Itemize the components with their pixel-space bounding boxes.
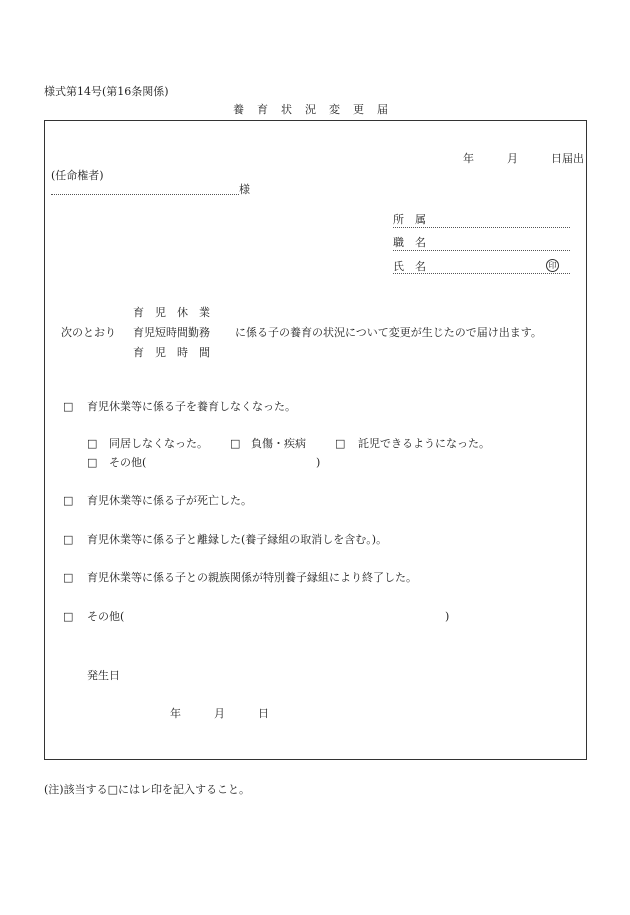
seal-mark: 印 (546, 259, 559, 272)
sub3-label: 託児できるようになった。 (358, 437, 490, 450)
checkbox-sub2[interactable]: □ (230, 437, 241, 450)
item3-label: 育児休業等に係る子と離縁した(養子縁組の取消しを含む。)。 (87, 533, 388, 546)
form-number: 様式第14号(第16条関係) (44, 85, 169, 98)
checkbox-item1[interactable]: □ (63, 400, 74, 413)
intro-suffix: に係る子の養育の状況について変更が生じたので届け出ます。 (235, 326, 542, 339)
submission-date: 年 月 日届出 (463, 152, 584, 165)
addressee-line[interactable] (51, 194, 239, 195)
checkbox-item3[interactable]: □ (63, 533, 74, 546)
addressee-label: (任命権者) (51, 169, 104, 182)
option-childcare-leave: 育 児 休 業 (133, 306, 210, 319)
option-short-hours: 育児短時間勤務 (133, 326, 210, 339)
item1-label: 育児休業等に係る子を養育しなくなった。 (87, 400, 296, 413)
item2-label: 育児休業等に係る子が死亡した。 (87, 494, 252, 507)
checkbox-item4[interactable]: □ (63, 571, 74, 584)
footnote: (注)該当する□にはレ印を記入すること。 (44, 783, 250, 796)
item4-label: 育児休業等に係る子との親族関係が特別養子縁組により終了した。 (87, 571, 417, 584)
name-label: 氏 名 (393, 260, 426, 273)
checkbox-item2[interactable]: □ (63, 494, 74, 507)
item5-close: ) (445, 610, 450, 623)
form-title: 養 育 状 況 変 更 届 (233, 103, 389, 116)
sub1-label: 同居しなくなった。 (109, 437, 208, 450)
option-childcare-time: 育 児 時 間 (133, 346, 210, 359)
position-label: 職 名 (393, 236, 426, 249)
checkbox-sub3[interactable]: □ (335, 437, 346, 450)
affiliation-label: 所 属 (393, 213, 426, 226)
position-line[interactable] (393, 250, 570, 251)
addressee-suffix: 様 (239, 183, 250, 196)
name-line[interactable] (393, 273, 570, 274)
occurrence-date: 年 月 日 (170, 707, 269, 720)
sub4-label: その他( (109, 456, 147, 469)
item5-label: その他( (87, 610, 125, 623)
checkbox-sub4[interactable]: □ (87, 456, 98, 469)
intro-prefix: 次のとおり (61, 326, 116, 339)
checkbox-sub1[interactable]: □ (87, 437, 98, 450)
sub2-label: 負傷・疾病 (251, 437, 306, 450)
affiliation-line[interactable] (393, 227, 570, 228)
occurrence-label: 発生日 (87, 669, 120, 682)
sub4-close: ) (316, 456, 321, 469)
checkbox-item5[interactable]: □ (63, 610, 74, 623)
